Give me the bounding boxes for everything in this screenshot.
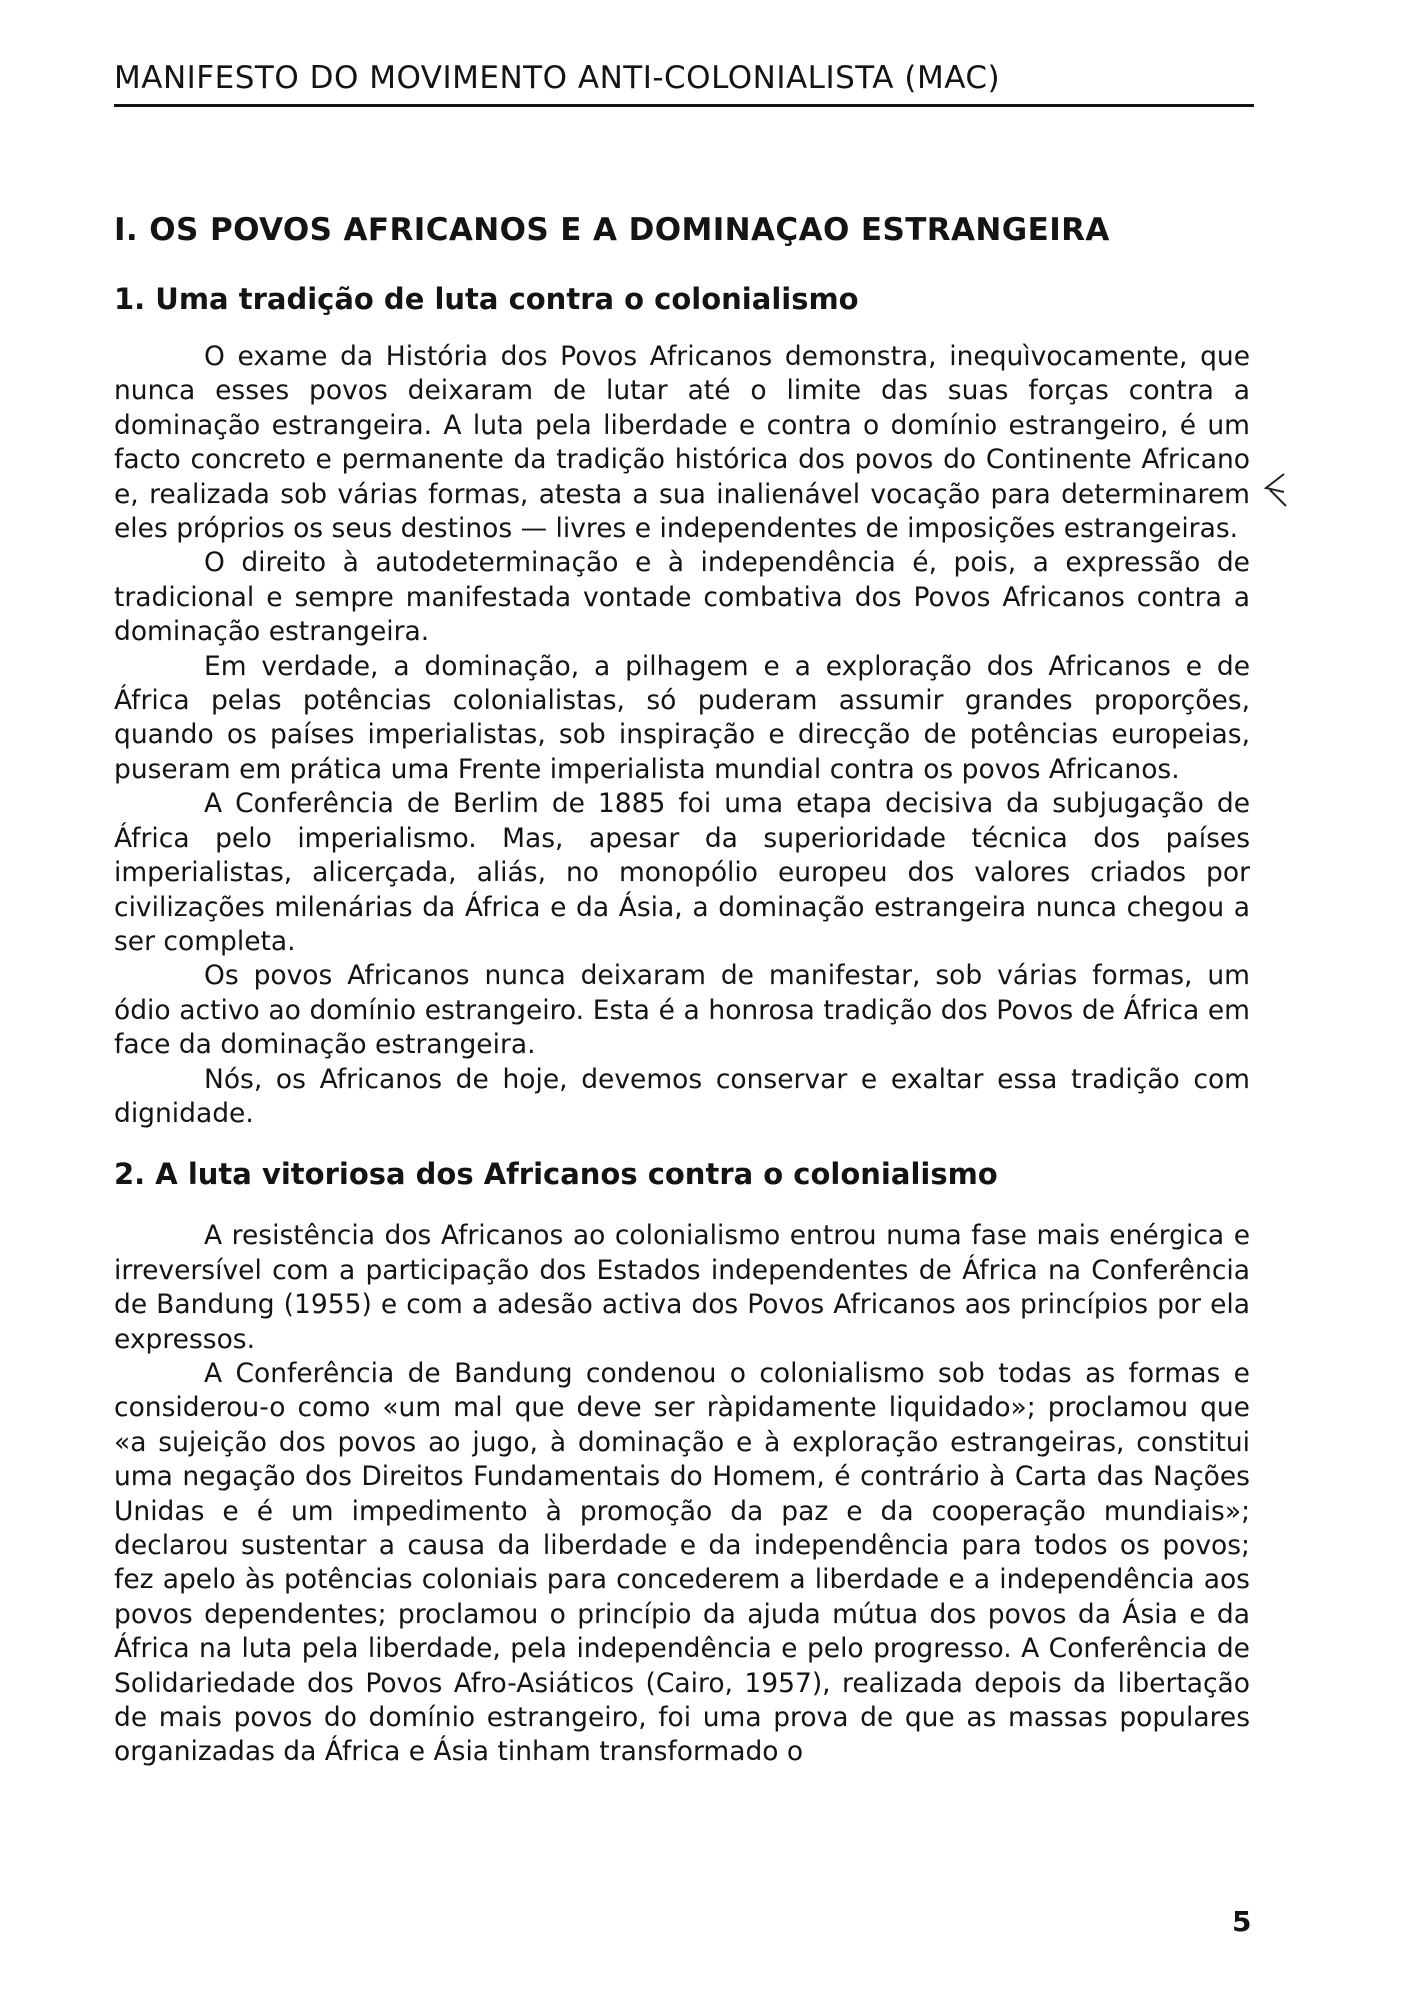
paragraph: A Conferência de Bandung condenou o colonialismo sob todas as formas e considerou-o como «um mal que deve ser ràpidamente liquidado»; proclamou que «a sujeição dos povos ao jugo, à dominação e à exploração estrangeiras, constitui uma negação dos Direitos Fundamentais do Homem, é contrário à Carta das Nações Unidas e é um impedimento à promoção da paz e da cooperação mundiais»; declarou sustentar a causa da liberdade e da independência para todos os povos; fez apelo às potências coloniais para concederem a liberdade e a independência aos povos dependentes; proclamou o princípio da ajuda mútua dos povos da Ásia e da África na luta pela liberdade, pela independência e pelo progresso. A Conferência de Solidariedade dos Povos Afro-Asiáticos (Cairo, 1957), realizada depois da libertação de mais povos do domínio estrangeiro, foi uma prova de que as massas populares organizadas da África e Ásia tinham transformado o — [114, 1357, 1250, 1768]
paragraph: A resistência dos Africanos ao colonialismo entrou numa fase mais enérgica e irreversível com a participação dos Estados independentes de África na Conferência de Bandung (1955) e com a adesão activa dos Povos Africanos aos princípios por ela expressos. — [114, 1220, 1250, 1355]
handwritten-margin-mark-icon — [1262, 470, 1288, 510]
paragraph: A Conferência de Berlim de 1885 foi uma etapa decisiva da subjugação de África pelo imperialismo. Mas, apesar da superioridade técnica dos países imperialistas, alicerçada, aliás, no monopólio europeu dos valores criados por civilizações milenárias da África e da Ásia, a dominação estrangeira nunca chegou a ser completa. — [114, 788, 1250, 957]
paragraph: Nós, os Africanos de hoje, devemos conservar e exaltar essa tradição com dignidade. — [114, 1063, 1250, 1129]
page-number: 5 — [1232, 1905, 1252, 1938]
header-rule — [114, 104, 1254, 107]
main-content — [114, 210, 1250, 1770]
paragraph: O direito à autodeterminação e à independência é, pois, a expressão de tradicional e sempre manifestada vontade combativa dos Povos Africanos contra a dominação estrangeira. — [114, 547, 1250, 648]
paragraph: O exame da História dos Povos Africanos demonstra, inequìvocamente, que nunca esses povos deixaram de lutar até o limite das suas forças contra a dominação estrangeira. A luta pela liberdade e contra o domínio estrangeiro, é um facto concreto e permanente da tradição histórica dos povos do Continente Africano e, realizada sob várias formas, atesta a sua inalienável vocação para determinarem eles próprios os seus destinos — livres e independentes de imposições estrangeiras. — [114, 341, 1250, 545]
subsection-title-1: 1. Uma tradição de luta contra o colonialismo — [114, 282, 859, 316]
subsection-title-2: 2. A luta vitoriosa dos Africanos contra o colonialismo — [114, 1157, 998, 1192]
paragraph: Os povos Africanos nunca deixaram de manifestar, sob várias formas, um ódio activo ao domínio estrangeiro. Esta é a honrosa tradição dos Povos de África em face da dominação estrangeira. — [114, 960, 1250, 1061]
paragraph: Em verdade, a dominação, a pilhagem e a exploração dos Africanos e de África pelas potências colonialistas, só puderam assumir grandes proporções, quando os países imperialistas, sob inspiração e direcção de potências europeias, puseram em prática uma Frente imperialista mundial contra os povos Africanos. — [114, 650, 1250, 785]
section-title: I. OS POVOS AFRICANOS E A DOMINAÇAO ESTRANGEIRA — [114, 212, 1110, 248]
running-header: MANIFESTO DO MOVIMENTO ANTI-COLONIALISTA (MAC) — [114, 60, 1001, 96]
